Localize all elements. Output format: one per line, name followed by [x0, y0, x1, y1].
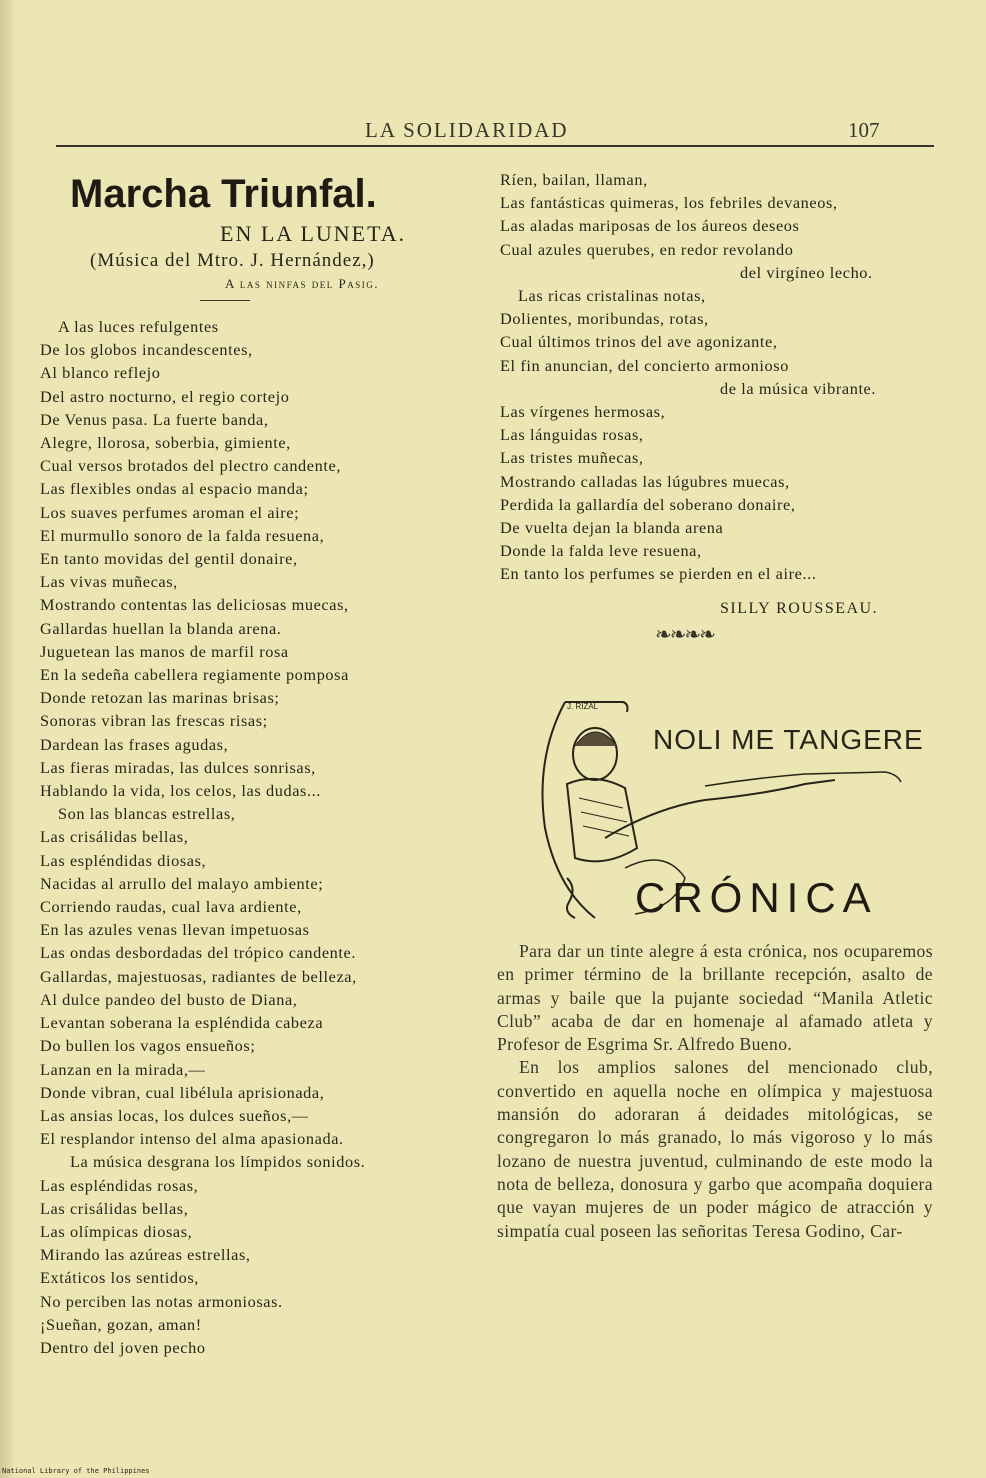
poem-left-lines [40, 315, 470, 1359]
poem-line: Cual últimos trinos del ave agonizante, [500, 332, 778, 352]
poem-line: Las olímpicas diosas, [40, 1221, 193, 1241]
poem-right-lines [500, 168, 940, 586]
poem-line: Gallardas, majestuosas, radiantes de belleza, [40, 966, 357, 986]
poem-line: Hablando la vida, los celos, las dudas... [40, 781, 321, 801]
poem-line: Levantan soberana la espléndida cabeza [40, 1013, 324, 1033]
poem-line: Las fantásticas quimeras, los febriles devaneos, [500, 193, 838, 213]
chronicle-paragraph-1: Para dar un tinte alegre á esta crónica, nos ocuparemos en primer término de la brillante recepción, asalto de armas y baile que la pujante sociedad “Manila Atletic Club” acaba de dar en homenaje al afamado atleta y Profesor de Esgrima Sr. Alfredo Bueno. [497, 941, 933, 1055]
poem-line: De Venus pasa. La fuerte banda, [40, 409, 269, 429]
header-rule [56, 145, 934, 147]
poem-line: En tanto movidas del gentil donaire, [40, 549, 298, 569]
poem-line: Las crisálidas bellas, [40, 827, 189, 847]
poem-line: Juguetean las manos de marfil rosa [40, 641, 289, 661]
noli-me-tangere-illustration [505, 688, 925, 940]
footer-credit: National Library of the Philippines [2, 1467, 150, 1475]
poem-line: Del astro nocturno, el regio cortejo [40, 386, 290, 406]
poem-line: Son las blancas estrellas, [58, 804, 236, 824]
poem-line: Ríen, bailan, llaman, [500, 170, 648, 189]
poem-line: El fin anuncian, del concierto armonioso [500, 355, 789, 375]
poem-line: Las aladas mariposas de los áureos deseos [500, 216, 800, 236]
music-credit: (Música del Mtro. J. Hernández,) [90, 250, 375, 271]
poem-line: En la sedeña cabellera regiamente pomposa [40, 665, 349, 685]
poem-line: Corriendo raudas, cual lava ardiente, [40, 897, 302, 917]
page-number: 107 [848, 118, 880, 142]
poem-line: Los suaves perfumes aroman el aire; [40, 502, 300, 522]
poem-line: Dardean las frases agudas, [40, 734, 229, 754]
poem-line: En tanto los perfumes se pierden en el aire... [500, 564, 817, 584]
poem-line: Las ondas desbordadas del trópico candente. [40, 943, 357, 963]
poem-line: Las flexibles ondas al espacio manda; [40, 479, 309, 499]
chronicle-paragraph-2: En los amplios salones del mencionado club, convertido en aquella noche en olímpica y majestuosa mansión do adoraran á deidades mitológicas, se congregaron lo más granado, lo más vigoroso y lo más lozano de nuestra juventud, culminando de este modo la nota de belleza, donosura y garbo que acompaña doquiera que vayan mujeres de un poder mágico de atracción y simpatía cual poseen las señoritas Teresa Godino, Car- [497, 1057, 933, 1241]
poem-line: Al dulce pandeo del busto de Diana, [40, 989, 298, 1009]
poem-line: Donde retozan las marinas brisas; [40, 688, 280, 708]
poem-line: Do bullen los vagos ensueños; [40, 1036, 256, 1056]
poem-line: Las espléndidas rosas, [40, 1175, 199, 1195]
poem-line: Dolientes, moribundas, rotas, [500, 309, 709, 329]
poem-subtitle: EN LA LUNETA. [220, 221, 407, 246]
poem-line: Nacidas al arrullo del malayo ambiente; [40, 873, 324, 893]
poem-line: En las azules venas llevan impetuosas [40, 920, 310, 940]
poem-line: Perdida la gallardía del soberano donaire, [500, 494, 796, 514]
poem-line: del virgíneo lecho. [740, 262, 873, 282]
poem-line: Cual azules querubes, en redor revolando [500, 239, 794, 259]
page-edge [0, 0, 14, 1478]
poem-line: La música desgrana los límpidos sonidos. [70, 1152, 366, 1172]
running-title: LA SOLIDARIDAD [365, 118, 569, 142]
poem-line: Las vivas muñecas, [40, 572, 178, 592]
poem-line: Las crisálidas bellas, [40, 1198, 189, 1218]
artist-signature: J. RIZAL [567, 702, 599, 711]
poem-line: No perciben las notas armoniosas. [40, 1291, 283, 1311]
poem-line: El murmullo sonoro de la falda resuena, [40, 525, 325, 545]
chronicle-text [497, 940, 933, 1243]
right-column [500, 168, 940, 647]
poem-line: Mostrando contentas las deliciosas muecas, [40, 595, 349, 615]
poem-line: Extáticos los sentidos, [40, 1268, 199, 1288]
poem-line: ¡Sueñan, gozan, aman! [40, 1314, 202, 1334]
title-rule [200, 300, 250, 301]
poem-line: Sonoras vibran las frescas risas; [40, 711, 268, 731]
poem-line: Las vírgenes hermosas, [500, 402, 666, 422]
cronica-title: CRÓNICA [635, 874, 878, 921]
poem-line: Lanzan en la mirada,— [40, 1059, 206, 1079]
poem-line: Las fieras miradas, las dulces sonrisas, [40, 757, 316, 777]
poem-line: Las lánguidas rosas, [500, 425, 644, 445]
noli-title: NOLI ME TANGERE [653, 724, 924, 755]
poem-line: Alegre, llorosa, soberbia, gimiente, [40, 433, 291, 453]
poem-title: Marcha Triunfal. [70, 172, 377, 216]
poem-line: Las ansias locas, los dulces sueños,— [40, 1105, 309, 1125]
poem-line: Mirando las azúreas estrellas, [40, 1245, 251, 1265]
poem-line: El resplandor intenso del alma apasionada. [40, 1129, 344, 1149]
poem-author: SILLY ROUSSEAU. [720, 599, 879, 617]
poem-line: Las ricas cristalinas notas, [518, 286, 706, 306]
page-header [0, 118, 986, 148]
ornament-divider: ❧❧❧❧ [655, 623, 715, 646]
left-column [40, 168, 470, 1359]
dedication: A las ninfas del Pasig. [225, 276, 379, 291]
poem-line: Al blanco reflejo [40, 363, 161, 383]
poem-line: Donde vibran, cual libélula aprisionada, [40, 1082, 325, 1102]
poem-line: Gallardas huellan la blanda arena. [40, 618, 282, 638]
poem-line: Las tristes muñecas, [500, 448, 644, 468]
poem-line: Cual versos brotados del plectro candente, [40, 456, 341, 476]
poem-line: Las espléndidas diosas, [40, 850, 207, 870]
poem-line: De los globos incandescentes, [40, 340, 253, 360]
poem-line: De vuelta dejan la blanda arena [500, 518, 724, 538]
poem-line: de la música vibrante. [720, 378, 877, 398]
poem-line: Mostrando calladas las lúgubres muecas, [500, 471, 790, 491]
poem-line: Donde la falda leve resuena, [500, 541, 702, 561]
poem-line: A las luces refulgentes [58, 317, 219, 336]
poem-line: Dentro del joven pecho [40, 1337, 206, 1357]
